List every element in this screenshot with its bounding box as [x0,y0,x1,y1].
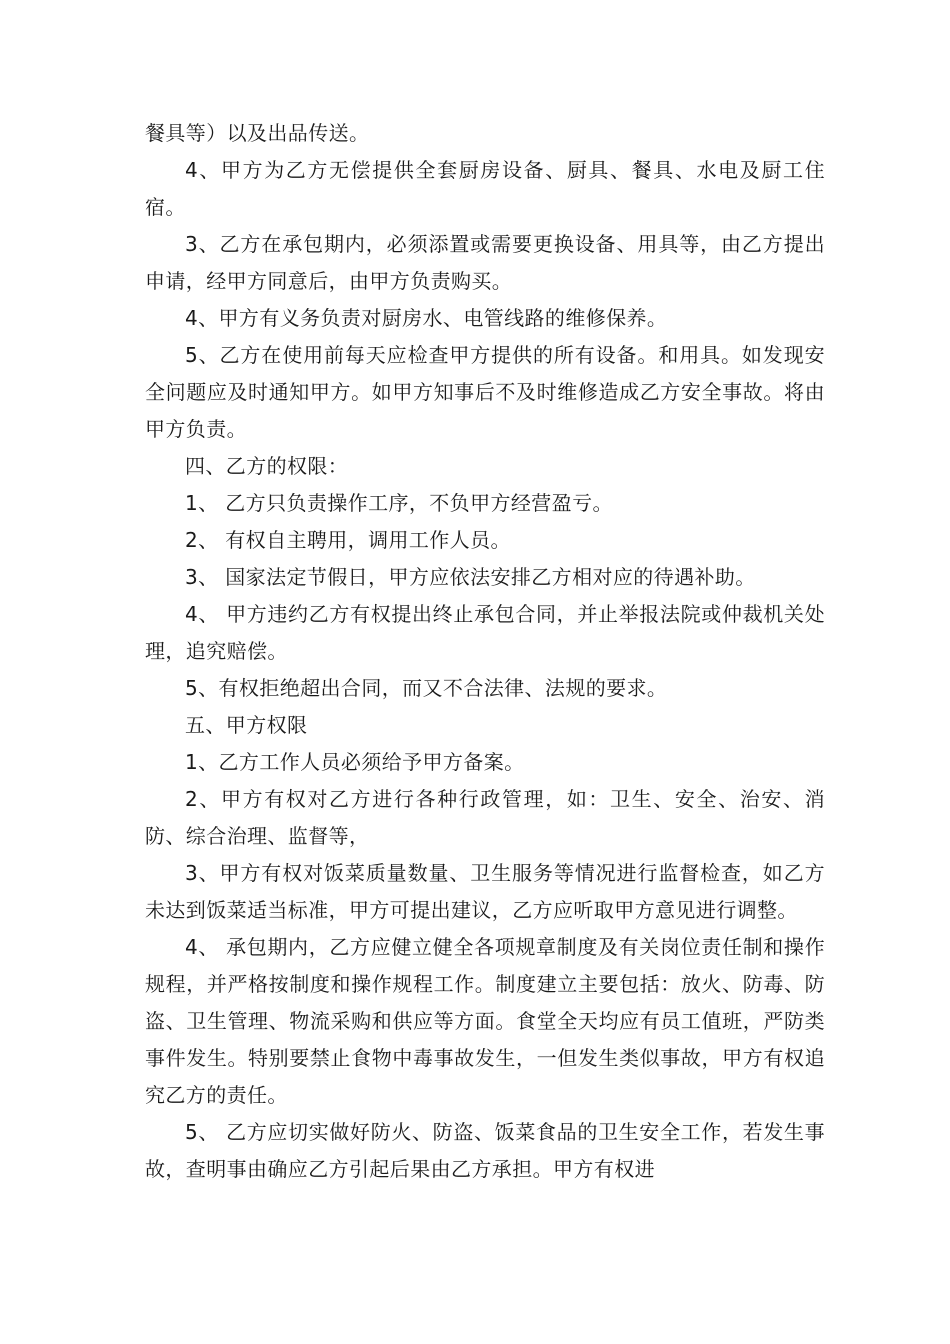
paragraph: 3、甲方有权对饭菜质量数量、卫生服务等情况进行监督检查，如乙方未达到饭菜适当标准，甲方可提出建议，乙方应听取甲方意见进行调整。 [145,861,825,922]
document-body [145,115,825,1188]
paragraph: 1、乙方工作人员必须给予甲方备案。 [185,750,525,774]
paragraph: 1、 乙方只负责操作工序，不负甲方经营盈亏。 [185,491,613,515]
paragraph: 3、乙方在承包期内，必须添置或需要更换设备、用具等，由乙方提出申请，经甲方同意后，由甲方负责购买。 [145,232,825,293]
paragraph: 2、甲方有权对乙方进行各种行政管理，如：卫生、安全、治安、消防、综合治理、监督等， [145,787,825,848]
paragraph: 2、 有权自主聘用，调用工作人员。 [185,528,511,552]
paragraph: 餐具等）以及出品传送。 [145,121,370,145]
paragraph: 5、有权拒绝超出合同，而又不合法律、法规的要求。 [185,676,668,700]
paragraph: 5、乙方在使用前每天应检查甲方提供的所有设备。和用具。如发现安全问题应及时通知甲方。如甲方知事后不及时维修造成乙方安全事故。将由甲方负责。 [145,343,825,441]
paragraph: 4、 甲方违约乙方有权提出终止承包合同，并止举报法院或仲裁机关处理，追究赔偿。 [145,602,825,663]
paragraph: 4、甲方有义务负责对厨房水、电管线路的维修保养。 [185,306,668,330]
paragraph: 3、 国家法定节假日，甲方应依法安排乙方相对应的待遇补助。 [185,565,756,589]
paragraph: 5、 乙方应切实做好防火、防盗、饭菜食品的卫生安全工作，若发生事故，查明事由确应乙方引起后果由乙方承担。甲方有权进 [145,1120,825,1181]
paragraph: 4、甲方为乙方无偿提供全套厨房设备、厨具、餐具、水电及厨工住宿。 [145,158,825,219]
section-heading: 四、乙方的权限： [185,454,349,478]
paragraph: 4、 承包期内，乙方应健立健全各项规章制度及有关岗位责任制和操作规程，并严格按制度和操作规程工作。制度建立主要包括：放火、防毒、防盗、卫生管理、物流采购和供应等方面。食堂全天均应有员工值班，严防类事件发生。特别要禁止食物中毒事故发生，一但发生类似事故，甲方有权追究乙方的责任。 [145,935,825,1107]
section-heading: 五、甲方权限 [185,713,308,737]
